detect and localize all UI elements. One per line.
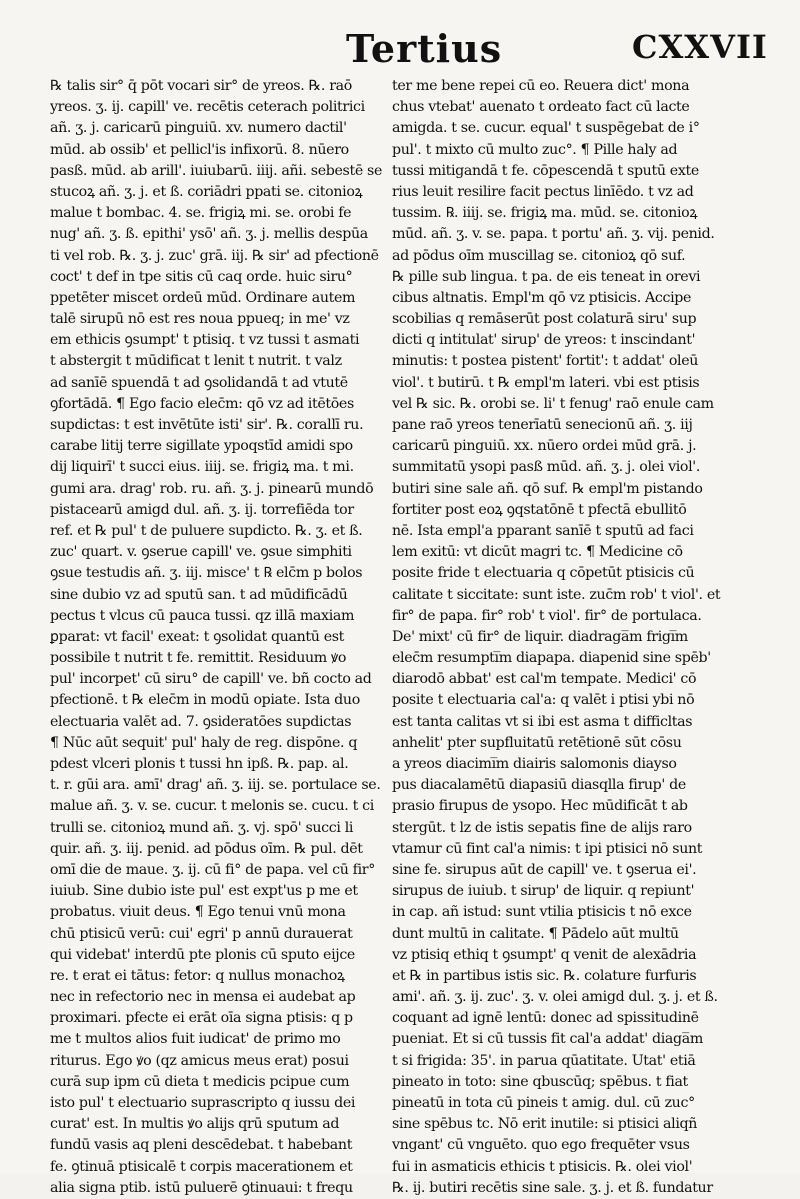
- text-line: in cap. añ istud: sunt vtilia ptisicis t nō exce: [392, 904, 692, 921]
- text-line: riturus. Ego ꝟo (qz amicus meus erat) posui: [50, 1052, 349, 1069]
- text-line: posite fride t electuaria q cōpetūt ptisicis cū: [392, 565, 695, 582]
- text-line: t abstergit t mūdificat t lenit t nutrit. t valz: [50, 353, 342, 370]
- text-line: butiri sine sale añ. qō suf. ℞ empl'm pistando: [392, 480, 703, 497]
- text-line: omī die de maue. ʒ. ij. cū fi° de papa. vel cū fir°: [50, 861, 375, 878]
- text-line: dunt multū in calitate. ¶ Pādelo aūt multū: [392, 925, 679, 942]
- folio-number: CXXVII: [632, 28, 768, 66]
- text-line: fundū vasis aq pleni descēdebat. t habebant: [50, 1137, 353, 1154]
- text-line: ter me bene repei cū eo. Reuera dict' mona: [392, 78, 690, 94]
- text-line: nug' añ. ʒ. ß. epithi' ysō' añ. ʒ. j. mellis despūa: [50, 226, 368, 243]
- text-line: ami'. añ. ʒ. ij. zuc'. ʒ. v. olei amigd dul. ʒ. j. et ß.: [392, 989, 718, 1006]
- text-column-right: [392, 76, 748, 1199]
- text-line: a yreos diacimi̅m diairis salomonis diayso: [392, 756, 677, 772]
- text-line: summitatū ysopi pasß mūd. añ. ʒ. j. olei viol'.: [392, 459, 701, 476]
- text-line: carabe litij terre sigillate ypoqstīd amidi spo: [50, 438, 353, 455]
- text-line: ad pōdus oīm muscillag se. citonioꝝ qō suf.: [392, 247, 686, 264]
- text-line: pdest vlceri plonis t tussi hn ipß. ℞. pap. al.: [50, 756, 349, 772]
- text-line: calitate t siccitate: sunt iste. zuc̄m rob' t viol'. et: [392, 586, 721, 603]
- text-line: minutis: t postea pistent' fortit': t addat' oleū: [392, 353, 699, 370]
- text-line: stergūt. t lz de istis sepatis fine de alijs raro: [392, 819, 692, 836]
- text-line: sine dubio vz ad sputū san. t ad mūdificādū: [50, 586, 348, 603]
- text-line: pane raō yreos tenerīatū senecionū añ. ʒ. iij: [392, 417, 693, 433]
- text-line: pineatū in tota cū pineis t amig. dul. cū zuc°: [392, 1095, 695, 1111]
- text-line: coquant ad ignē lentū: donec ad spissitudinē: [392, 1010, 699, 1027]
- text-line: et ℞ in partibus istis sic. ℞. colature furfuris: [392, 967, 697, 984]
- text-line: ꝯsue testudis añ. ʒ. iij. misce' t ℞ elc̄m p bolos: [50, 565, 363, 582]
- text-line: yreos. ʒ. ij. capill' ve. recētis ceterach politrici: [50, 99, 365, 116]
- text-line: possibile t nutrit t fe. remittit. Residuum ꝟo: [50, 650, 347, 667]
- text-line: pectus t vlcus cū pauca tussi. qz illā maxiam: [50, 607, 355, 624]
- text-line: añ. ʒ. j. caricarū pinguiū. xv. numero dactil': [50, 120, 347, 137]
- text-line: malue t bombac. 4. se. frigiꝝ mi. se. orobi fe: [50, 205, 352, 222]
- text-line: De' mixt' cū fir° de liquir. diadraga̅m frigi̅m: [392, 628, 688, 645]
- text-line: posite t electuaria cal'a: q valēt i ptisi ybi nō: [392, 692, 695, 709]
- text-line: curat' est. In multis ꝟo alijs qrū sputum ad: [50, 1116, 340, 1133]
- text-line: cibus altnatis. Empl'm qō vz ptisicis. Accipe: [392, 289, 692, 306]
- text-line: quir. añ. ʒ. iij. penid. ad pōdus oīm. ℞ pul. dēt: [50, 840, 363, 857]
- text-line: scobilias q remāserūt post colaturā siru' sup: [392, 311, 697, 328]
- text-line: fortiter post eoꝝ ꝯqstatōnē t pfectā ebullitō: [392, 501, 687, 518]
- text-line: supdictas: t est invētūte isti' sir'. ℞. corallī ru.: [50, 417, 364, 433]
- text-line: ad sanīē spuendā t ad ꝯsolidandā t ad vtutē: [50, 374, 348, 391]
- text-line: dij liquirī' t succi eius. iiij. se. frigiꝝ ma. t mi.: [50, 459, 354, 476]
- text-line: t si frigida: 35'. in parua qūatitate. Utat' etiā: [392, 1052, 696, 1069]
- text-line: sirupus de iuiub. t sirup' de liquir. q repiunt': [392, 883, 695, 900]
- text-line: fe. ꝯtinuā ptisicalē t corpis macerationem et: [50, 1158, 353, 1175]
- text-line: coct' t def in tpe sitis cū caq orde. huic siru°: [50, 268, 353, 285]
- text-line: probatus. viuit deus. ¶ Ego tenui vnū mona: [50, 904, 346, 921]
- text-line: tussim. ℞. iiij. se. frigiꝝ ma. mūd. se. citonioꝝ: [392, 205, 698, 222]
- text-line: pueniat. Et si cū tussis fit cal'a addat' diaga̅m: [392, 1031, 703, 1048]
- text-line: sine fe. sirupus aūt de capill' ve. t ꝯserua ei'.: [392, 861, 697, 878]
- text-line: nē. Ista empl'a pparant sanīē t sputū ad faci: [392, 522, 694, 539]
- text-line: dicti q intitulat' sirup' de yreos: t inscindant': [392, 332, 696, 349]
- text-line: ℞ talis sir° q̄ pōt vocari sir° de yreos. ℞. raō: [50, 78, 352, 94]
- text-line: lem exitū: vt dicūt magri tc. ¶ Medicine cō: [392, 544, 683, 561]
- text-line: gumi ara. drag' rob. ru. añ. ʒ. j. pinearū mundō: [50, 480, 374, 497]
- text-line: ℞ pille sub lingua. t pa. de eis teneat in orevi: [392, 268, 701, 285]
- text-line: pineato in toto: sine qbuscūq; spēbus. t fiat: [392, 1073, 688, 1090]
- text-line: tussi mitigandā t fe. cōpescendā t sputū exte: [392, 162, 699, 179]
- page-header: [0, 18, 800, 78]
- text-line: ref. et ℞ pul' t de puluere supdicto. ℞. ʒ. et ß.: [50, 522, 363, 539]
- text-line: fui in asmaticis ethicis t ptisicis. ℞. olei viol': [392, 1158, 693, 1175]
- text-line: est tanta calitas vt si ibi est asma t difficltas: [392, 713, 693, 730]
- text-line: vngant' cū vnguēto. quo ego frequēter vsus: [392, 1137, 690, 1154]
- text-line: alia signa ptib. istū puluerē ꝯtinuaui: t frequ: [50, 1179, 353, 1196]
- text-line: em ethicis ꝯsumpt' t ptisiq. t vz tussi t asmati: [50, 332, 360, 349]
- text-line: vz ptisiq ethiq t ꝯsumpt' q venit de alexādria: [392, 946, 697, 963]
- text-line: ꝯfortādā. ¶ Ego facio elec̄m: qō vz ad itētōes: [50, 395, 354, 412]
- text-line: pul' incorpet' cū siru° de capill' ve. bñ cocto ad: [50, 671, 372, 688]
- text-line: electuaria valēt ad. 7. ꝯsideratōes supdictas: [50, 713, 352, 730]
- text-line: re. t erat ei tātus: fetor: q nullus monachoꝝ: [50, 967, 345, 984]
- text-line: ti vel rob. ℞. ʒ. j. zuc' grā. iij. ℞ sir' ad pfectionē: [50, 247, 379, 264]
- text-line: elec̄m resumpti̅m diapapa. diapenid sine spēb': [392, 650, 711, 667]
- text-line: sine spēbus tc. Nō erit inutile: si ptisici aliqñ: [392, 1116, 698, 1133]
- text-line: rius leuit resilire facit pectus linīēdo. t vz ad: [392, 183, 694, 200]
- text-line: viol'. t butirū. t ℞ empl'm lateri. vbi est ptisis: [392, 374, 700, 391]
- text-line: ꝑparat: vt facil' exeat: t ꝯsolidat quantū est: [50, 628, 345, 645]
- text-line: fir° de papa. fir° rob' t viol'. fir° de portulaca.: [392, 607, 702, 624]
- text-line: ppetēter miscet ordeū mūd. Ordinare autem: [50, 289, 356, 306]
- text-line: caricarū pinguiū. xx. nūero ordei mūd grā. j.: [392, 438, 697, 455]
- text-line: malue añ. ʒ. v. se. cucur. t melonis se. cucu. t ci: [50, 798, 374, 815]
- text-line: pul'. t mixto cū multo zuc°. ¶ Pille haly ad: [392, 141, 678, 158]
- text-line: chus vtebat' auenato t ordeato fact cū lacte: [392, 99, 690, 116]
- running-head: Tertius: [346, 26, 503, 71]
- text-line: trulli se. citonioꝝ mund añ. ʒ. vj. spō' succi li: [50, 819, 354, 836]
- text-line: pus diacalamētū diapasiū diasqlla firup' de: [392, 777, 686, 794]
- text-line: me t multos alios fuit iudicat' de primo mo: [50, 1031, 341, 1048]
- text-line: pistacearū amigd dul. añ. ʒ. ij. torrefiēda tor: [50, 501, 354, 518]
- text-line: nec in refectorio nec in mensa ei audebat ap: [50, 989, 356, 1006]
- text-line: amigda. t se. cucur. equal' t suspēgebat de i°: [392, 120, 700, 137]
- text-line: curā sup ipm cū dieta t medicis pcipue cum: [50, 1073, 350, 1090]
- text-line: mūd. ab ossib' et pellicl'is infixorū. 8. nūero: [50, 141, 349, 158]
- text-line: stucoꝝ añ. ʒ. j. et ß. coriādri ppati se. citonioꝝ: [50, 183, 363, 200]
- text-line: pfectionē. t ℞ elec̄m in modū opiate. Ista duo: [50, 692, 360, 709]
- text-line: anhelit' pter supfluitatū retētionē sūt cōsu: [392, 734, 682, 751]
- text-line: mūd. añ. ʒ. v. se. papa. t portu' añ. ʒ. vij. penid.: [392, 226, 715, 243]
- text-line: zuc' quart. v. ꝯserue capill' ve. ꝯsue simphiti: [50, 544, 352, 561]
- text-line: talē sirupū nō est res noua ppueq; in me' vz: [50, 311, 350, 328]
- text-line: proximari. pfecte ei erāt oīa signa ptisis: q p: [50, 1010, 353, 1027]
- text-line: qui videbat' interdū pte plonis cū sputo eijce: [50, 946, 355, 963]
- text-line: isto pul' t electuario suprascripto q iussu dei: [50, 1095, 356, 1111]
- text-line: iuiub. Sine dubio iste pul' est expt'us p me et: [50, 883, 358, 900]
- text-line: vtamur cū fint cal'a nimis: t ipi ptisici nō sunt: [392, 840, 703, 857]
- text-column-left: [50, 76, 394, 1199]
- text-line: diarodō abbat' est cal'm tempate. Medici' cō: [392, 671, 697, 688]
- text-line: prasio firupus de ysopo. Hec mūdificāt t ab: [392, 798, 688, 815]
- text-line: vel ℞ sic. ℞. orobi se. li' t fenug' raō enule cam: [392, 395, 714, 412]
- text-line: ℞. ij. butiri recētis sine sale. ʒ. j. et ß. fundatur: [392, 1179, 713, 1196]
- text-line: ¶ Nūc aūt sequit' pul' haly de reg. dispōne. q: [50, 734, 358, 751]
- text-line: chū ptisicū verū: cui' egri' p annū durauerat: [50, 925, 353, 942]
- text-line: t. r. gūi ara. amī' drag' añ. ʒ. iij. se. portulace se.: [50, 777, 381, 794]
- text-line: pasß. mūd. ab arill'. iuiubarū. iiij. añi. sebestē se: [50, 162, 383, 179]
